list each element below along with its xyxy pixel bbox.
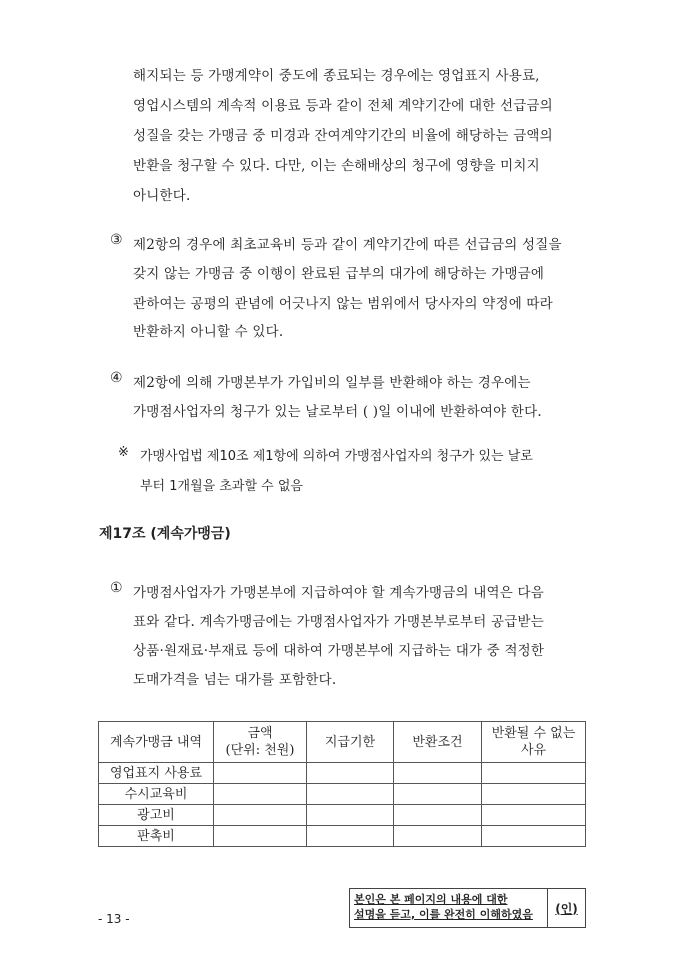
header-refund: 반환조건 [394,722,482,763]
confirmation-line-2: 설명을 듣고, 이를 완전히 이해하였음 [354,908,533,921]
nonrefund-cell[interactable] [482,826,586,847]
paragraph-3-line-1: 제2항의 경우에 최초교육비 등과 같이 계약기간에 따른 선급금의 성질을 [133,237,562,253]
header-nonrefund-line-2: 사유 [520,743,547,758]
amount-cell[interactable] [214,826,307,847]
refund-cell[interactable] [394,826,482,847]
article-17-heading: 제17조 (계속가맹금) [99,526,231,542]
paragraph-17-1-line-3: 상품·원재료·부재료 등에 대하여 가맹본부에 지급하는 대가 중 적정한 [133,643,545,659]
nonrefund-cell[interactable] [482,784,586,805]
due-cell[interactable] [307,805,394,826]
paragraph-17-1-line-2: 표와 같다. 계속가맹금에는 가맹점사업자가 가맹본부로부터 공급받는 [133,614,544,630]
nonrefund-cell[interactable] [482,763,586,784]
paragraph-17-1-line-1: 가맹점사업자가 가맹본부에 지급하여야 할 계속가맹금의 내역은 다음 [133,585,544,601]
amount-cell[interactable] [214,805,307,826]
row-label: 광고비 [99,805,214,826]
refund-cell[interactable] [394,763,482,784]
due-cell[interactable] [307,826,394,847]
refund-cell[interactable] [394,784,482,805]
paragraph-4-marker: ④ [110,370,123,386]
paragraph-4-line-1: 제2항에 의해 가맹본부가 가입비의 일부를 반환해야 하는 경우에는 [133,375,531,391]
seal-box[interactable]: (인) [547,889,585,927]
header-amount [214,722,307,763]
table-row [99,826,586,847]
table-row [99,805,586,826]
confirmation-line-1: 본인은 본 페이지의 내용에 대한 [354,893,508,906]
confirmation-box [349,888,586,928]
header-due: 지급기한 [307,722,394,763]
intro-line-1: 해지되는 등 가맹계약이 중도에 종료되는 경우에는 영업표지 사용료, [133,68,540,84]
table-header-row [99,722,586,763]
intro-line-2: 영업시스템의 계속적 이용료 등과 같이 전체 계약기간에 대한 선급금의 [133,98,553,114]
header-amount-line-2: (단위: 천원) [225,743,295,758]
amount-cell[interactable] [214,763,307,784]
due-cell[interactable] [307,784,394,805]
refund-cell[interactable] [394,805,482,826]
row-label: 판촉비 [99,826,214,847]
paragraph-3-marker: ③ [110,232,123,248]
row-label: 수시교육비 [99,784,214,805]
note-line-2: 부터 1개월을 초과할 수 없음 [140,479,303,494]
paragraph-3-line-2: 갖지 않는 가맹금 중 이행이 완료된 급부의 대가에 해당하는 가맹금에 [133,266,545,282]
amount-cell[interactable] [214,784,307,805]
continuing-fee-table [98,721,586,847]
paragraph-3-line-3: 관하여는 공평의 관념에 어긋나지 않는 범위에서 당사자의 약정에 따라 [133,296,553,312]
intro-line-3: 성질을 갖는 가맹금 중 미경과 잔여계약기간의 비율에 해당하는 금액의 [133,128,553,144]
paragraph-4-line-2: 가맹점사업자의 청구가 있는 날로부터 ( )일 이내에 반환하여야 한다. [133,404,542,420]
table-row [99,763,586,784]
intro-line-5: 아니한다. [133,188,191,204]
header-nonrefund-line-1: 반환될 수 없는 [491,726,576,741]
due-cell[interactable] [307,763,394,784]
paragraph-3-line-4: 반환하지 아니할 수 있다. [133,324,284,340]
nonrefund-cell[interactable] [482,805,586,826]
table-row [99,784,586,805]
row-label: 영업표지 사용료 [99,763,214,784]
intro-line-4: 반환을 청구할 수 있다. 다만, 이는 손해배상의 청구에 영향을 미치지 [133,158,540,174]
header-nonrefund [482,722,586,763]
note-mark: ※ [118,445,129,460]
header-item: 계속가맹금 내역 [99,722,214,763]
header-amount-line-1: 금액 [247,726,273,741]
paragraph-17-1-marker: ① [110,580,123,596]
page-number: - 13 - [98,912,130,926]
confirmation-text [354,892,542,922]
note-line-1: 가맹사업법 제10조 제1항에 의하여 가맹점사업자의 청구가 있는 날로 [140,449,533,464]
paragraph-17-1-line-4: 도매가격을 넘는 대가를 포함한다. [133,672,337,688]
